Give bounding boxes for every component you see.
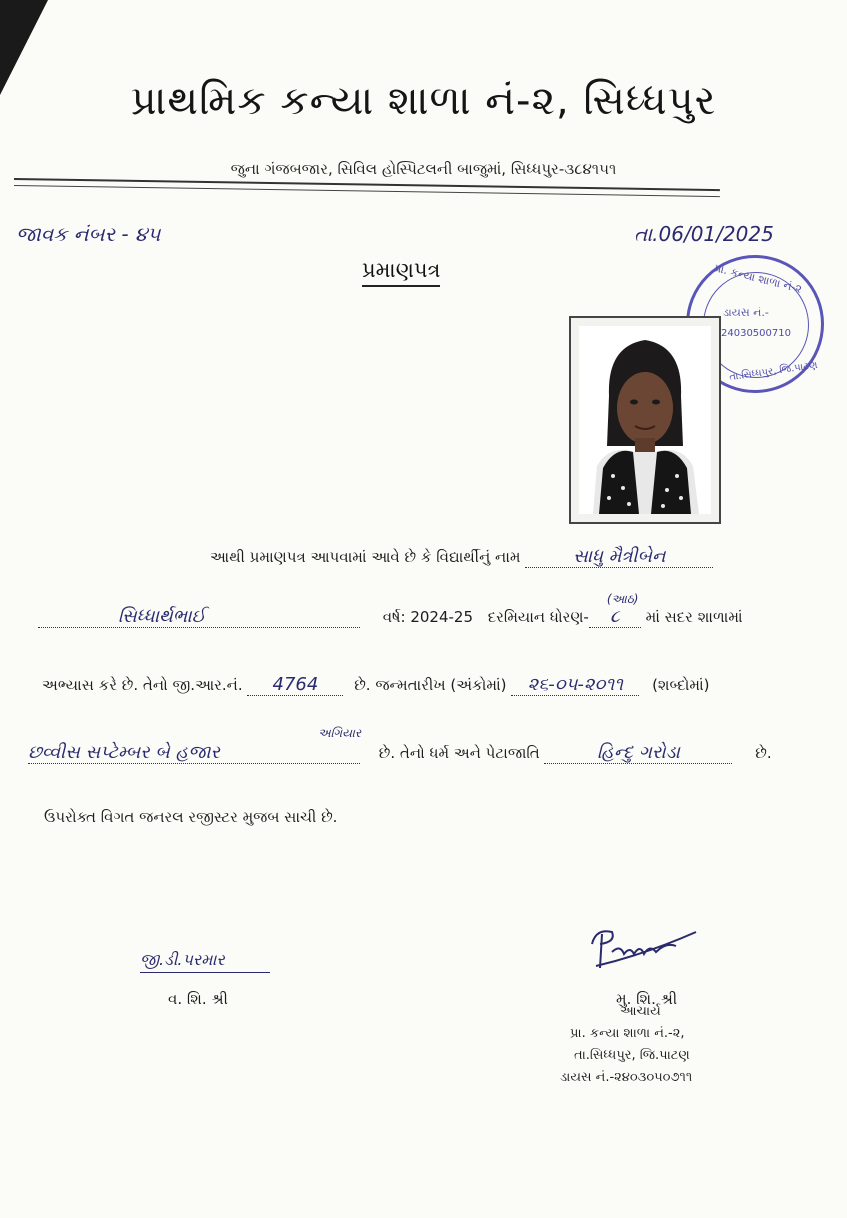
father-name: સિધ્ધાર્થભાઈ: [118, 606, 206, 627]
principal-role: મુ. શિ. શ્રી: [616, 990, 678, 1008]
school-address: જુના ગંજબજાર, સિવિલ હોસ્પિટલની બાજુમાં, સિધ્ધપુર-૩૮૪૧૫૧: [230, 160, 617, 178]
gr-number-field: [247, 674, 343, 696]
intro-text: આથી પ્રમાણપત્ર આપવામાં આવે છે કે વિદ્યાર્થીનું નામ: [210, 548, 521, 566]
dob-words-field: [28, 726, 362, 764]
body-line-2: [38, 592, 743, 628]
student-photo-frame: [569, 316, 721, 524]
inward-number: જાવક નંબર - ૪૫: [16, 222, 161, 246]
issue-date: તા.06/01/2025: [634, 222, 774, 246]
study-text: અભ્યાસ કરે છે. તેનો જી.આર.નં.: [42, 676, 243, 694]
principal-address-line-3: ડાયસ નં.-૨૪૦૩૦૫૦૭૧૧: [560, 1070, 693, 1085]
principal-signature-scribble: [586, 922, 702, 978]
stamp-line-4: તા.સિધ્ધપુર, જિ.પાટણ: [728, 359, 819, 384]
dob-words: છવ્વીસ સપ્ટેમ્બર બે હજાર: [28, 742, 220, 763]
student-name-field: [525, 546, 713, 568]
father-name-field: [38, 606, 360, 628]
body-line-4: [28, 726, 772, 764]
during-std-label: દરમિયાન ધોરણ-: [487, 608, 589, 626]
dob-digits-field: [511, 674, 639, 696]
religion-label: છે. તેનો ધર્મ અને પેટાજાતિ: [378, 744, 540, 762]
remarks-text: ઉપરોક્ત વિગત જનરલ રજીસ્ટર મુજબ સાચી છે.: [44, 808, 338, 826]
religion-field: [544, 742, 732, 764]
std-words: (આઠ): [606, 592, 639, 606]
principal-signature: [586, 922, 702, 982]
school-suffix: માં સદર શાળામાં: [645, 608, 743, 626]
student-photo: [579, 326, 711, 514]
student-name: સાધુ મૈત્રીબેન: [573, 546, 666, 567]
stamp-line-2: ડાયસ નં.-: [723, 306, 769, 319]
left-signature: જી.ડી.પરમાર: [140, 950, 270, 973]
std-value: ૮: [609, 606, 620, 627]
dob-label: છે. જન્મતારીખ (અંકોમાં): [354, 676, 507, 694]
principal-title: આચાર્ય: [620, 1004, 661, 1019]
gr-number: 4764: [272, 674, 319, 695]
stamp-line-3: 24030500710: [721, 328, 791, 339]
left-signatory-role: વ. શિ. શ્રી: [168, 990, 228, 1008]
header-rule-thick: [14, 178, 720, 191]
religion-value: હિન્દુ ગરોડા: [597, 742, 680, 763]
school-name-heading: પ્રાથમિક કન્યા શાળા નં-૨, સિધ્ધપુર: [130, 78, 717, 124]
words-label: (શબ્દોમાં): [652, 676, 710, 694]
principal-signature-text: Parmar: [620, 946, 624, 947]
line-end: છે.: [755, 744, 772, 762]
body-line-3: [42, 674, 710, 696]
stamp-line-1: પ્રા. કન્યા શાળા નં-૨: [712, 261, 804, 296]
dob-digits: ૨૬-૦૫-૨૦૧૧: [527, 674, 623, 695]
body-line-1: [210, 546, 713, 568]
student-portrait-image: [579, 326, 711, 514]
principal-address-line-2: તા.સિધ્ધપુર, જિ.પાટણ: [574, 1048, 690, 1063]
std-field: [589, 592, 641, 628]
year-label: વર્ષ: 2024-25: [382, 608, 474, 626]
certificate-title: પ્રમાણપત્ર: [362, 258, 440, 287]
dob-words-extra: અગિયાર: [318, 726, 362, 740]
principal-address-line-1: પ્રા. કન્યા શાળા નં.-૨,: [570, 1026, 685, 1041]
